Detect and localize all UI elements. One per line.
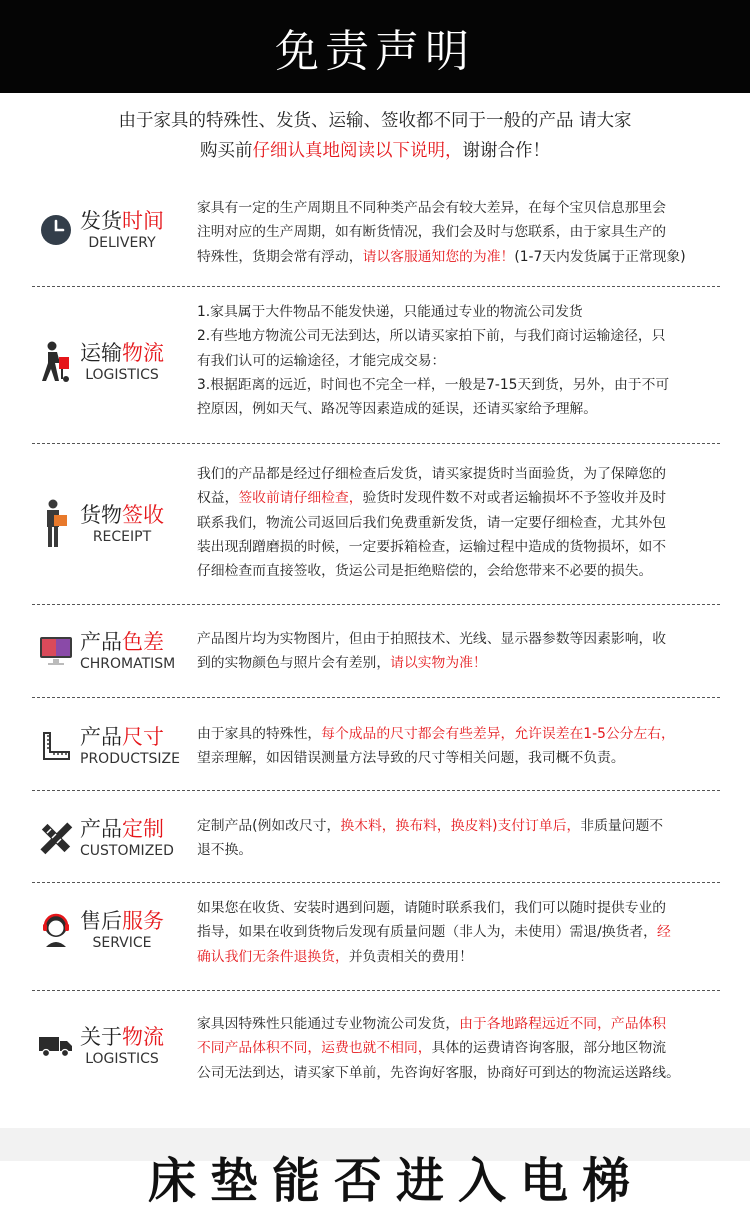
body-text: 家具有一定的生产周期且不同种类产品会有较大差异，在每个宝贝信息那里会: [197, 200, 667, 216]
body-text-highlight: 确认我们无条件退换货，: [197, 948, 349, 965]
intro-line-1: 由于家具的特殊性、发货、运输、签收都不同于一般的产品 请大家: [118, 111, 632, 131]
body-line: [197, 220, 717, 244]
divider: [32, 604, 720, 605]
section-title-highlight: 色差: [122, 630, 164, 654]
header-bar: [0, 0, 750, 93]
section-title: 发货: [80, 209, 122, 233]
body-line: [197, 245, 717, 269]
section-subtitle: LOGISTICS: [85, 367, 159, 383]
body-line: [197, 814, 717, 838]
section-customized: [32, 814, 720, 866]
body-text: 到的实物颜色与照片会有差别，: [197, 655, 391, 672]
section-body: [197, 1012, 717, 1085]
intro-line-2-prefix: 购买前: [200, 141, 253, 161]
body-text: 望亲理解，如因错误测量方法导致的尺寸等相关问题，我司概不负责。: [197, 750, 625, 767]
body-line: [197, 722, 717, 746]
body-line: [197, 535, 717, 559]
body-text-highlight: 不同产品体积不同，运费也就不相同，: [197, 1040, 432, 1057]
body-text: 特殊性，货期会常有浮动，: [197, 248, 363, 265]
ruler-icon: [38, 726, 74, 766]
divider: [32, 990, 720, 991]
clock-icon: [38, 210, 74, 250]
section-title: 运输: [80, 341, 122, 365]
body-text: 控原因，例如天气、路况等因素造成的延误，还请买家给予理解。: [197, 401, 598, 418]
body-text: 装出现刮蹭磨损的时候，一定要拆箱检查，运输过程中造成的货物损坏，如不: [197, 538, 667, 555]
body-text: 3.根据距离的远近，时间也不完全一样，一般是7-15天到货，另外，由于不可: [197, 376, 670, 393]
body-text-highlight: 经: [656, 924, 671, 941]
body-text: 验货时发现件数不对或者运输损坏不予签收并及时: [362, 490, 667, 507]
body-line: [197, 300, 717, 324]
section-body: [197, 196, 717, 269]
body-line: [197, 196, 717, 220]
body-line: [197, 746, 717, 770]
monitor-icon: [38, 631, 74, 671]
body-text: 如果您在收货、安装时遇到问题，请随时联系我们，我们可以随时提供专业的: [197, 900, 667, 916]
body-text-highlight: 每个成品的尺寸都会有些差异，允许误差在1-5公分左右，: [321, 726, 675, 742]
body-text: 产品图片均为实物图片，但由于拍照技术、光线、显示器参数等因素影响，收: [197, 631, 667, 647]
section-label: [32, 908, 192, 952]
body-line: [197, 1036, 717, 1060]
section-label: [32, 1024, 192, 1068]
divider: [32, 790, 720, 791]
section-subtitle: PRODUCTSIZE: [80, 751, 180, 767]
section-label: [32, 340, 192, 384]
body-line: [197, 373, 717, 397]
body-text: 定制产品(例如改尺寸，: [197, 818, 341, 834]
body-text: 并负责相关的费用！: [348, 948, 473, 965]
section-subtitle: RECEIPT: [92, 529, 152, 545]
section-label: [32, 629, 192, 673]
intro-line-2: [0, 136, 750, 166]
section-label: [32, 208, 192, 252]
body-text: 注明对应的生产周期，如有断货情况，我们会及时与您联系，由于家具生产的: [197, 224, 667, 241]
section-receipt: [32, 462, 720, 587]
section-subtitle: CHROMATISM: [80, 656, 176, 672]
body-text: 2.有些地方物流公司无法到达，所以请买家拍下前，与我们商讨运输途径，只: [197, 328, 666, 345]
section-about-logistics: [32, 1012, 720, 1088]
body-text-highlight: 请以实物为准！: [390, 655, 487, 672]
section-subtitle: SERVICE: [92, 935, 152, 951]
section-title-highlight: 物流: [122, 341, 164, 365]
body-line: [197, 324, 717, 348]
body-line: [197, 462, 717, 486]
section-body: [197, 722, 717, 771]
body-line: [197, 397, 717, 421]
body-text-highlight: 签收前请仔细检查，: [238, 490, 363, 507]
page-title: 免责声明: [275, 25, 475, 77]
section-title-highlight: 物流: [122, 1025, 164, 1049]
section-label: [32, 502, 192, 546]
body-text: 具体的运费请咨询客服，部分地区物流: [431, 1040, 667, 1057]
body-line: [197, 896, 717, 920]
intro-notice: [0, 106, 750, 166]
next-section-title: 床垫能否进入电梯: [148, 1153, 645, 1209]
section-title: 关于: [80, 1025, 122, 1049]
body-text: 联系我们，物流公司返回后我们免费重新发货，请一定要仔细检查，尤其外包: [197, 514, 667, 531]
section-body: [197, 300, 717, 421]
section-title: 售后: [80, 909, 122, 933]
section-body: [197, 814, 717, 863]
delivery-person-icon: [38, 342, 74, 382]
body-text: 指导，如果在收到货物后发现有质量问题（非人为，未使用）需退/换货者，: [197, 924, 657, 941]
headset-agent-icon: [38, 910, 74, 950]
section-logistics: [32, 300, 720, 425]
section-title-highlight: 定制: [122, 817, 164, 841]
section-title-highlight: 服务: [122, 909, 164, 933]
body-text: 非质量问题不: [580, 818, 664, 834]
body-text: 退不换。: [197, 842, 253, 859]
section-label: [32, 816, 192, 860]
section-title: 产品: [80, 630, 122, 654]
section-subtitle: DELIVERY: [88, 235, 156, 251]
next-section-preview: [0, 1128, 750, 1209]
section-label: [32, 724, 192, 768]
body-text: 仔细检查而直接签收，货运公司是拒绝赔偿的，会给您带来不必要的损失。: [197, 563, 653, 580]
body-line: [197, 349, 717, 373]
divider: [32, 882, 720, 883]
body-line: [197, 1061, 717, 1085]
body-text: 有我们认可的运输途径，才能完成交易：: [197, 352, 446, 369]
body-line: [197, 511, 717, 535]
section-service: [32, 896, 720, 972]
body-line: [197, 651, 717, 675]
section-chromatism: [32, 627, 720, 679]
divider: [32, 443, 720, 444]
section-body: [197, 462, 717, 583]
body-text: 权益，: [197, 490, 239, 507]
section-title: 产品: [80, 725, 122, 749]
section-subtitle: LOGISTICS: [85, 1051, 159, 1067]
section-title: 产品: [80, 817, 122, 841]
section-title-highlight: 尺寸: [122, 725, 164, 749]
divider: [32, 286, 720, 287]
section-delivery: [32, 196, 720, 272]
body-line: [197, 1012, 717, 1036]
pencil-ruler-icon: [38, 818, 74, 858]
divider: [32, 697, 720, 698]
body-text: (1-7天内发货属于正常现象): [514, 248, 686, 265]
section-title-highlight: 签收: [122, 503, 164, 527]
body-text: 由于家具的特殊性，: [197, 726, 322, 742]
section-subtitle: CUSTOMIZED: [80, 843, 174, 859]
section-body: [197, 627, 717, 676]
package-receiver-icon: [38, 504, 74, 544]
truck-icon: [38, 1026, 74, 1066]
body-line: [197, 920, 717, 944]
section-title: 货物: [80, 503, 122, 527]
body-text: 1.家具属于大件物品不能发快递，只能通过专业的物流公司发货: [197, 304, 583, 320]
body-text-highlight: 请以客服通知您的为准！: [362, 248, 515, 265]
body-line: [197, 559, 717, 583]
body-text: 公司无法到达，请买家下单前，先咨询好客服，协商好可到达的物流运送路线。: [197, 1064, 680, 1081]
body-text-highlight: 换木料，换布料，换皮料)支付订单后，: [340, 818, 581, 834]
intro-line-2-highlight: 仔细认真地阅读以下说明，: [252, 141, 463, 161]
body-text: 我们的产品都是经过仔细检查后发货，请买家提货时当面验货，为了保障您的: [197, 466, 667, 482]
body-line: [197, 945, 717, 969]
section-title-highlight: 时间: [122, 209, 164, 233]
body-text: 家具因特殊性只能通过专业物流公司发货，: [197, 1016, 460, 1032]
body-text-highlight: 由于各地路程远近不同，产品体积: [459, 1016, 667, 1032]
section-productsize: [32, 722, 720, 774]
body-line: [197, 627, 717, 651]
body-line: [197, 838, 717, 862]
intro-line-2-suffix: 谢谢合作！: [462, 141, 550, 161]
body-line: [197, 486, 717, 510]
section-body: [197, 896, 717, 969]
